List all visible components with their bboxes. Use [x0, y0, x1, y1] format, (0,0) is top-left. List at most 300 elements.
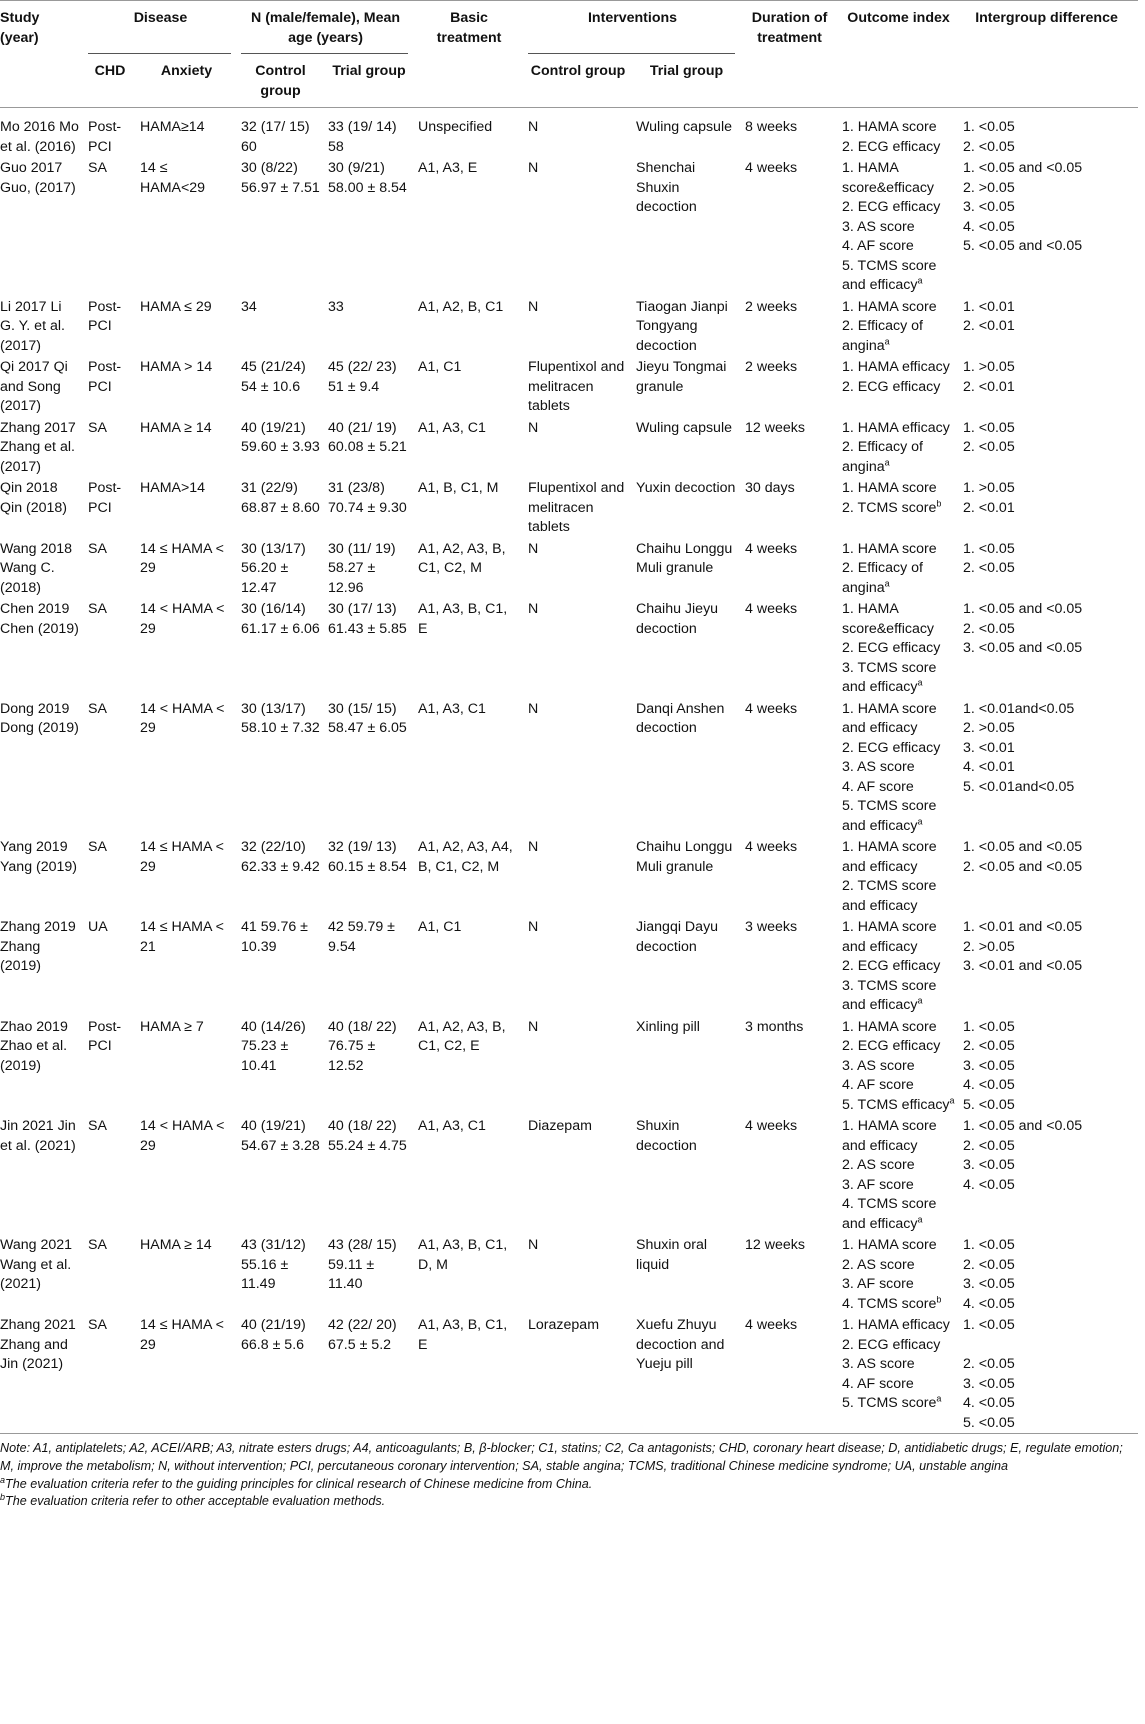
duration-cell: 12 weeks: [745, 1237, 805, 1253]
difference-item: 3. <0.05 and <0.05: [963, 640, 1083, 656]
basic-treatment-cell: A1, A2, A3, B, C1, C2, E: [418, 1018, 506, 1054]
int-control-cell: Flupentixol and melitracen tablets: [528, 480, 625, 535]
difference-item: 3. <0.01: [963, 739, 1015, 756]
chd-cell: SA: [88, 601, 107, 617]
header-duration: Duration of treatment: [751, 10, 828, 46]
outcome-cell: [842, 477, 963, 538]
int-control-cell: N: [528, 160, 539, 176]
outcome-text: 5. TCMS score and efficacy: [842, 798, 937, 834]
table-row: [0, 108, 1138, 158]
outcome-text: 3. TCMS score and efficacy: [842, 659, 937, 695]
control-n-cell: 30 (8/22) 56.97 ± 7.51: [241, 160, 320, 196]
trial-n-cell: 45 (22/ 23) 51 ± 9.4: [328, 359, 397, 395]
outcome-item: [842, 797, 955, 836]
outcome-text: 1. HAMA efficacy: [842, 1317, 950, 1333]
footnote-b-mark: b: [0, 1492, 6, 1503]
trial-n-cell: 43 (28/ 15) 59.11 ± 11.40: [328, 1237, 397, 1292]
chd-cell: Post-PCI: [88, 298, 122, 334]
outcome-text: 3. TCMS score and efficacy: [842, 977, 937, 1013]
difference-item: 3. <0.05: [963, 199, 1015, 215]
trial-n-cell: 42 59.79 ± 9.54: [328, 919, 395, 955]
table-notes: [0, 1440, 1138, 1511]
table-body: [0, 108, 1138, 1434]
difference-item: 5. <0.05 and <0.05: [963, 238, 1083, 254]
trial-n-cell: 40 (18/ 22) 55.24 ± 4.75: [328, 1118, 407, 1154]
basic-treatment-cell: A1, A3, B, C1, E: [418, 601, 508, 637]
control-n-cell: 40 (19/21) 54.67 ± 3.28: [241, 1118, 320, 1154]
anxiety-cell: HAMA>14: [140, 480, 206, 496]
outcome-item: [842, 639, 955, 659]
difference-item: 1. >0.05: [963, 359, 1015, 375]
outcome-item: [842, 1018, 955, 1038]
difference-item: 1. <0.05 and <0.05: [963, 839, 1083, 855]
footnote-marker: a: [949, 1094, 955, 1105]
outcome-text: 1. HAMA score&efficacy: [842, 160, 935, 196]
outcome-cell: [842, 296, 963, 357]
outcome-item: [842, 838, 955, 877]
difference-item: 1. <0.01: [963, 298, 1015, 315]
difference-item: 2. <0.01: [963, 378, 1015, 395]
difference-item: 2. <0.05: [963, 439, 1015, 455]
outcome-text: 3. AF score: [842, 1276, 914, 1292]
outcome-item: [842, 1355, 955, 1375]
table-row: [0, 598, 1138, 698]
int-trial-cell: Shenchai Shuxin decoction: [636, 160, 697, 215]
outcome-item: [842, 700, 955, 739]
int-control-cell: N: [528, 919, 539, 935]
footnote-marker: a: [884, 456, 890, 467]
int-control-cell: Lorazepam: [528, 1317, 600, 1333]
difference-item: 2. <0.05: [963, 138, 1015, 155]
duration-cell: 4 weeks: [745, 160, 798, 176]
difference-item: 1. <0.05 and <0.05: [963, 1118, 1083, 1134]
int-control-cell: N: [528, 1018, 539, 1035]
difference-item: 2. <0.01: [963, 318, 1015, 334]
study-cell: Zhang 2021 Zhang and Jin (2021): [0, 1317, 76, 1372]
outcome-item: [842, 540, 955, 560]
chd-cell: Post-PCI: [88, 480, 122, 516]
anxiety-cell: 14 < HAMA < 29: [140, 601, 225, 637]
outcome-item: [842, 218, 955, 238]
difference-item: 3. <0.01 and <0.05: [963, 958, 1083, 974]
basic-treatment-cell: A1, A3, C1: [418, 700, 486, 717]
chd-cell: SA: [88, 1237, 107, 1253]
outcome-item: [842, 957, 955, 977]
difference-cell: [963, 1234, 1138, 1314]
outcome-text: 2. ECG efficacy: [842, 739, 941, 756]
trial-n-cell: 30 (17/ 13) 61.43 ± 5.85: [328, 601, 407, 637]
outcome-item: [842, 118, 955, 138]
table-row: [0, 538, 1138, 599]
duration-cell: 2 weeks: [745, 359, 798, 375]
outcome-text: 4. AF score: [842, 1375, 914, 1392]
outcome-item: [842, 1295, 955, 1315]
footnote-b-text: The evaluation criteria refer to other acceptable evaluation methods.: [5, 1494, 386, 1509]
header-chd: CHD: [94, 63, 126, 79]
outcome-text: 4. TCMS score and efficacy: [842, 1196, 937, 1232]
int-trial-cell: Xinling pill: [636, 1018, 700, 1035]
table-row: [0, 417, 1138, 478]
trial-n-cell: 30 (11/ 19) 58.27 ± 12.96: [328, 540, 396, 596]
outcome-item: [842, 138, 955, 158]
difference-item: 3. <0.05: [963, 1157, 1015, 1173]
outcome-cell: [842, 108, 963, 158]
difference-item: 1. <0.05: [963, 119, 1015, 135]
outcome-text: 2. Efficacy of angina: [842, 439, 923, 475]
difference-item: 2. <0.05: [963, 1038, 1015, 1054]
study-cell: Guo 2017 Guo, (2017): [0, 160, 76, 196]
difference-item: 2. <0.05: [963, 560, 1015, 576]
header-disease: Disease: [88, 1, 241, 55]
difference-cell: [963, 836, 1138, 916]
footnote-marker: a: [917, 677, 923, 688]
outcome-item: [842, 1394, 955, 1414]
footnote-marker: a: [917, 1213, 923, 1224]
outcome-cell: [842, 157, 963, 296]
table-row: [0, 296, 1138, 357]
anxiety-cell: 14 < HAMA < 29: [140, 1118, 225, 1154]
outcome-cell: [842, 538, 963, 599]
table-row: [0, 157, 1138, 296]
header-outcome: Outcome index: [847, 10, 950, 26]
control-n-cell: 31 (22/9) 68.87 ± 8.60: [241, 480, 320, 516]
difference-cell: [963, 538, 1138, 599]
header-int-trial: Trial group: [649, 63, 724, 79]
outcome-item: [842, 1316, 955, 1336]
table-header: [0, 1, 1138, 108]
outcome-text: 2. AS score: [842, 1256, 915, 1273]
outcome-text: 2. ECG efficacy: [842, 958, 941, 974]
outcome-cell: [842, 1314, 963, 1434]
basic-treatment-cell: A1, A3, E: [418, 160, 478, 176]
anxiety-cell: 14 ≤ HAMA < 29: [140, 1317, 224, 1353]
outcome-item: [842, 198, 955, 218]
anxiety-cell: 14 ≤ HAMA < 29: [140, 839, 224, 875]
duration-cell: 30 days: [745, 480, 795, 496]
control-n-cell: 40 (14/26) 75.23 ± 10.41: [241, 1018, 306, 1074]
int-trial-cell: Wuling capsule: [636, 419, 732, 436]
difference-item: 1. <0.05: [963, 419, 1015, 436]
difference-cell: [963, 598, 1138, 698]
int-trial-cell: Danqi Anshen decoction: [636, 700, 725, 736]
outcome-text: 3. AS score: [842, 218, 915, 235]
header-interventions: Interventions: [528, 1, 745, 55]
difference-cell: [963, 1115, 1138, 1234]
difference-item: [963, 1336, 1130, 1356]
difference-cell: [963, 157, 1138, 296]
outcome-item: [842, 479, 955, 499]
control-n-cell: 41 59.76 ± 10.39: [241, 919, 308, 955]
outcome-text: 3. AF score: [842, 1176, 914, 1193]
anxiety-cell: HAMA≥14: [140, 119, 205, 135]
basic-treatment-cell: A1, A2, A3, A4, B, C1, C2, M: [418, 839, 513, 875]
outcome-item: [842, 1275, 955, 1295]
difference-item: 1. <0.05: [963, 540, 1015, 557]
difference-cell: [963, 356, 1138, 417]
footnote-b: [0, 1493, 1138, 1511]
footnote-a-text: The evaluation criteria refer to the guiding principles for clinical research of Chinese medicine from China.: [5, 1476, 593, 1491]
difference-item: 1. <0.01 and <0.05: [963, 919, 1083, 935]
int-trial-cell: Chaihu Jieyu decoction: [636, 601, 719, 637]
outcome-item: [842, 1236, 955, 1256]
difference-item: 4. <0.05: [963, 1176, 1015, 1193]
table-row: [0, 916, 1138, 1016]
chd-cell: SA: [88, 700, 107, 717]
trial-n-cell: 33: [328, 298, 344, 315]
difference-item: 3. <0.05: [963, 1057, 1015, 1074]
outcome-cell: [842, 916, 963, 1016]
outcome-item: [842, 1156, 955, 1176]
chd-cell: Post-PCI: [88, 1018, 122, 1054]
difference-item: 4. <0.01: [963, 759, 1015, 775]
difference-item: 4. <0.05: [963, 1295, 1015, 1312]
outcome-text: 4. AF score: [842, 778, 914, 795]
duration-cell: 4 weeks: [745, 601, 798, 617]
outcome-text: 1. HAMA score: [842, 540, 937, 557]
int-control-cell: N: [528, 1237, 539, 1253]
difference-item: 1. <0.05: [963, 1018, 1015, 1035]
trial-n-cell: 30 (15/ 15) 58.47 ± 6.05: [328, 700, 407, 736]
outcome-item: [842, 358, 955, 378]
anxiety-cell: 14 ≤ HAMA < 21: [140, 919, 224, 955]
difference-item: 1. <0.05 and <0.05: [963, 160, 1083, 176]
outcome-item: [842, 438, 955, 477]
outcome-item: [842, 159, 955, 198]
difference-item: 5. <0.05: [963, 1096, 1015, 1113]
difference-item: 4. <0.05: [963, 1077, 1015, 1093]
basic-treatment-cell: A1, A2, A3, B, C1, C2, M: [418, 540, 506, 576]
abbreviation-note: Note: A1, antiplatelets; A2, ACEI/ARB; A3, nitrate esters drugs; A4, anticoagulants; B, β-blocker; C1, statins; C2, Ca antagonists; CHD, coronary heart disease; D, antidiabetic drugs; E, regulate emotion; M, improve the metabolism; N, without intervention; PCI, percutaneous coronary intervention; SA, stable angina; TCMS, traditional Chinese medicine syndrome; UA, unstable angina: [0, 1441, 1123, 1473]
outcome-item: [842, 1336, 955, 1356]
outcome-cell: [842, 698, 963, 837]
difference-item: 2. <0.05: [963, 1256, 1015, 1273]
header-control-n: Control group: [255, 63, 306, 99]
outcome-text: 1. HAMA score: [842, 298, 937, 315]
outcome-item: [842, 600, 955, 639]
difference-item: 4. <0.05: [963, 218, 1015, 235]
int-control-cell: N: [528, 839, 539, 855]
anxiety-cell: HAMA ≤ 29: [140, 298, 212, 315]
table-row: [0, 477, 1138, 538]
control-n-cell: 45 (21/24) 54 ± 10.6: [241, 359, 306, 395]
outcome-text: 1. HAMA score: [842, 119, 937, 135]
outcome-item: [842, 977, 955, 1016]
basic-treatment-cell: A1, C1: [418, 919, 462, 935]
int-trial-cell: Shuxin oral liquid: [636, 1237, 708, 1273]
footnote-marker: b: [936, 1293, 942, 1304]
anxiety-cell: HAMA ≥ 14: [140, 419, 212, 436]
int-trial-cell: Shuxin decoction: [636, 1118, 697, 1154]
outcome-text: 1. HAMA score: [842, 1237, 937, 1253]
duration-cell: 2 weeks: [745, 298, 798, 315]
outcome-text: 2. ECG efficacy: [842, 1038, 941, 1054]
difference-cell: [963, 477, 1138, 538]
difference-item: 2. <0.05: [963, 620, 1015, 637]
outcome-item: [842, 1076, 955, 1096]
difference-item: 3. <0.05: [963, 1276, 1015, 1292]
outcome-item: [842, 1096, 955, 1116]
outcome-item: [842, 778, 955, 798]
outcome-item: [842, 1117, 955, 1156]
study-cell: Dong 2019 Dong (2019): [0, 700, 79, 736]
int-trial-cell: Wuling capsule: [636, 119, 732, 135]
outcome-item: [842, 1057, 955, 1077]
footnote-a-mark: a: [0, 1474, 6, 1485]
int-control-cell: N: [528, 700, 539, 717]
basic-treatment-cell: A1, A3, B, C1, D, M: [418, 1237, 508, 1273]
difference-item: 2. >0.05: [963, 179, 1015, 196]
header-n-age: N (male/female), Mean age (years): [241, 1, 418, 55]
outcome-text: 1. HAMA score: [842, 1018, 937, 1035]
basic-treatment-cell: A1, A3, C1: [418, 1118, 486, 1134]
int-control-cell: N: [528, 298, 539, 315]
outcome-item: [842, 1037, 955, 1057]
outcome-item: [842, 739, 955, 759]
table-row: [0, 1115, 1138, 1234]
outcome-text: 5. TCMS score: [842, 1395, 937, 1411]
control-n-cell: 40 (21/19) 66.8 ± 5.6: [241, 1317, 306, 1353]
study-cell: Jin 2021 Jin et al. (2021): [0, 1118, 76, 1154]
outcome-item: [842, 257, 955, 296]
difference-item: 1. <0.05: [963, 1317, 1015, 1333]
outcome-cell: [842, 598, 963, 698]
table-row: [0, 836, 1138, 916]
header-basic-treatment: Basic treatment: [436, 10, 502, 46]
outcome-text: 2. ECG efficacy: [842, 199, 941, 215]
chd-cell: SA: [88, 160, 107, 176]
study-cell: Zhang 2019 Zhang (2019): [0, 919, 76, 974]
outcome-item: [842, 1375, 955, 1395]
int-trial-cell: Jieyu Tongmai granule: [636, 359, 727, 395]
outcome-text: 1. HAMA score and efficacy: [842, 1118, 937, 1154]
trial-n-cell: 40 (18/ 22) 76.75 ± 12.52: [328, 1018, 397, 1074]
duration-cell: 3 weeks: [745, 919, 798, 935]
duration-cell: 4 weeks: [745, 1118, 798, 1134]
int-control-cell: N: [528, 419, 539, 436]
chd-cell: Post-PCI: [88, 119, 122, 155]
anxiety-cell: 14 ≤ HAMA < 29: [140, 540, 224, 576]
anxiety-cell: HAMA ≥ 7: [140, 1018, 204, 1035]
outcome-text: 2. TCMS score and efficacy: [842, 878, 937, 914]
int-control-cell: N: [528, 540, 539, 557]
difference-cell: [963, 1016, 1138, 1116]
difference-cell: [963, 417, 1138, 478]
control-n-cell: 43 (31/12) 55.16 ± 11.49: [241, 1237, 306, 1292]
study-cell: Yang 2019 Yang (2019): [0, 839, 78, 875]
outcome-item: [842, 298, 955, 318]
trial-n-cell: 42 (22/ 20) 67.5 ± 5.2: [328, 1317, 397, 1353]
outcome-cell: [842, 836, 963, 916]
outcome-item: [842, 317, 955, 356]
outcome-cell: [842, 1234, 963, 1314]
duration-cell: 4 weeks: [745, 1317, 798, 1333]
control-n-cell: 30 (16/14) 61.17 ± 6.06: [241, 601, 320, 637]
outcome-item: [842, 758, 955, 778]
outcome-text: 5. TCMS score and efficacy: [842, 257, 937, 293]
outcome-text: 2. ECG efficacy: [842, 640, 941, 656]
outcome-item: [842, 1195, 955, 1234]
duration-cell: 4 weeks: [745, 540, 798, 557]
study-cell: Li 2017 Li G. Y. et al. (2017): [0, 298, 65, 354]
anxiety-cell: 14 < HAMA < 29: [140, 700, 225, 736]
outcome-text: 2. AS score: [842, 1157, 915, 1173]
outcome-text: 4. TCMS score: [842, 1295, 937, 1312]
outcome-text: 2. ECG efficacy: [842, 138, 941, 155]
outcome-text: 4. AF score: [842, 238, 914, 254]
chd-cell: UA: [88, 919, 108, 935]
basic-treatment-cell: A1, A3, B, C1, E: [418, 1317, 508, 1353]
difference-cell: [963, 108, 1138, 158]
chd-cell: SA: [88, 839, 107, 855]
basic-treatment-cell: A1, A3, C1: [418, 419, 486, 436]
control-n-cell: 30 (13/17) 56.20 ± 12.47: [241, 540, 306, 596]
table-row: [0, 1234, 1138, 1314]
outcome-text: 1. HAMA score and efficacy: [842, 839, 937, 875]
difference-item: 5. <0.01and<0.05: [963, 778, 1075, 795]
difference-item: 2. <0.05: [963, 1356, 1015, 1372]
trial-n-cell: 32 (19/ 13) 60.15 ± 8.54: [328, 839, 407, 875]
difference-item: 2. <0.05 and <0.05: [963, 858, 1083, 875]
outcome-text: 1. HAMA efficacy: [842, 359, 950, 375]
difference-item: 3. <0.05: [963, 1375, 1015, 1392]
anxiety-cell: HAMA > 14: [140, 359, 213, 375]
difference-item: 2. >0.05: [963, 720, 1015, 736]
study-cell: Wang 2021 Wang et al. (2021): [0, 1237, 73, 1292]
outcome-text: 1. HAMA efficacy: [842, 419, 950, 436]
outcome-cell: [842, 1115, 963, 1234]
basic-treatment-cell: Unspecified: [418, 119, 493, 135]
int-trial-cell: Tiaogan Jianpi Tongyang decoction: [636, 298, 728, 354]
difference-cell: [963, 1314, 1138, 1434]
outcome-item: [842, 659, 955, 698]
table-row: [0, 1314, 1138, 1434]
int-control-cell: N: [528, 601, 539, 617]
basic-treatment-cell: A1, C1: [418, 359, 462, 375]
control-n-cell: 34: [241, 298, 257, 315]
int-control-cell: Flupentixol and melitracen tablets: [528, 359, 625, 414]
outcome-item: [842, 559, 955, 598]
header-study: Study (year): [0, 10, 40, 46]
study-cell: Zhao 2019 Zhao et al. (2019): [0, 1018, 68, 1074]
duration-cell: 3 months: [745, 1018, 804, 1035]
anxiety-cell: HAMA ≥ 14: [140, 1237, 212, 1253]
outcome-text: 2. ECG efficacy: [842, 378, 941, 395]
difference-item: 2. >0.05: [963, 938, 1015, 955]
outcome-text: 3. AS score: [842, 1057, 915, 1074]
duration-cell: 8 weeks: [745, 119, 798, 135]
int-trial-cell: Jiangqi Dayu decoction: [636, 919, 719, 955]
outcome-text: 5. TCMS efficacy: [842, 1096, 950, 1113]
outcome-text: 2. Efficacy of angina: [842, 318, 923, 354]
control-n-cell: 30 (13/17) 58.10 ± 7.32: [241, 700, 320, 736]
footnote-marker: a: [884, 577, 890, 588]
int-control-cell: N: [528, 119, 539, 135]
outcome-text: 2. TCMS score: [842, 499, 937, 516]
study-cell: Wang 2018 Wang C. (2018): [0, 540, 73, 596]
outcome-text: 3. AS score: [842, 759, 915, 775]
int-trial-cell: Chaihu Longgu Muli granule: [636, 540, 733, 576]
trial-n-cell: 30 (9/21) 58.00 ± 8.54: [328, 160, 407, 196]
difference-item: 2. <0.01: [963, 499, 1015, 516]
study-cell: Chen 2019 Chen (2019): [0, 601, 79, 637]
difference-cell: [963, 698, 1138, 837]
study-cell: Mo 2016 Mo et al. (2016): [0, 119, 79, 155]
chd-cell: Post-PCI: [88, 359, 122, 395]
header-anxiety: Anxiety: [160, 63, 213, 79]
outcome-item: [842, 499, 955, 519]
outcome-cell: [842, 417, 963, 478]
outcome-cell: [842, 356, 963, 417]
